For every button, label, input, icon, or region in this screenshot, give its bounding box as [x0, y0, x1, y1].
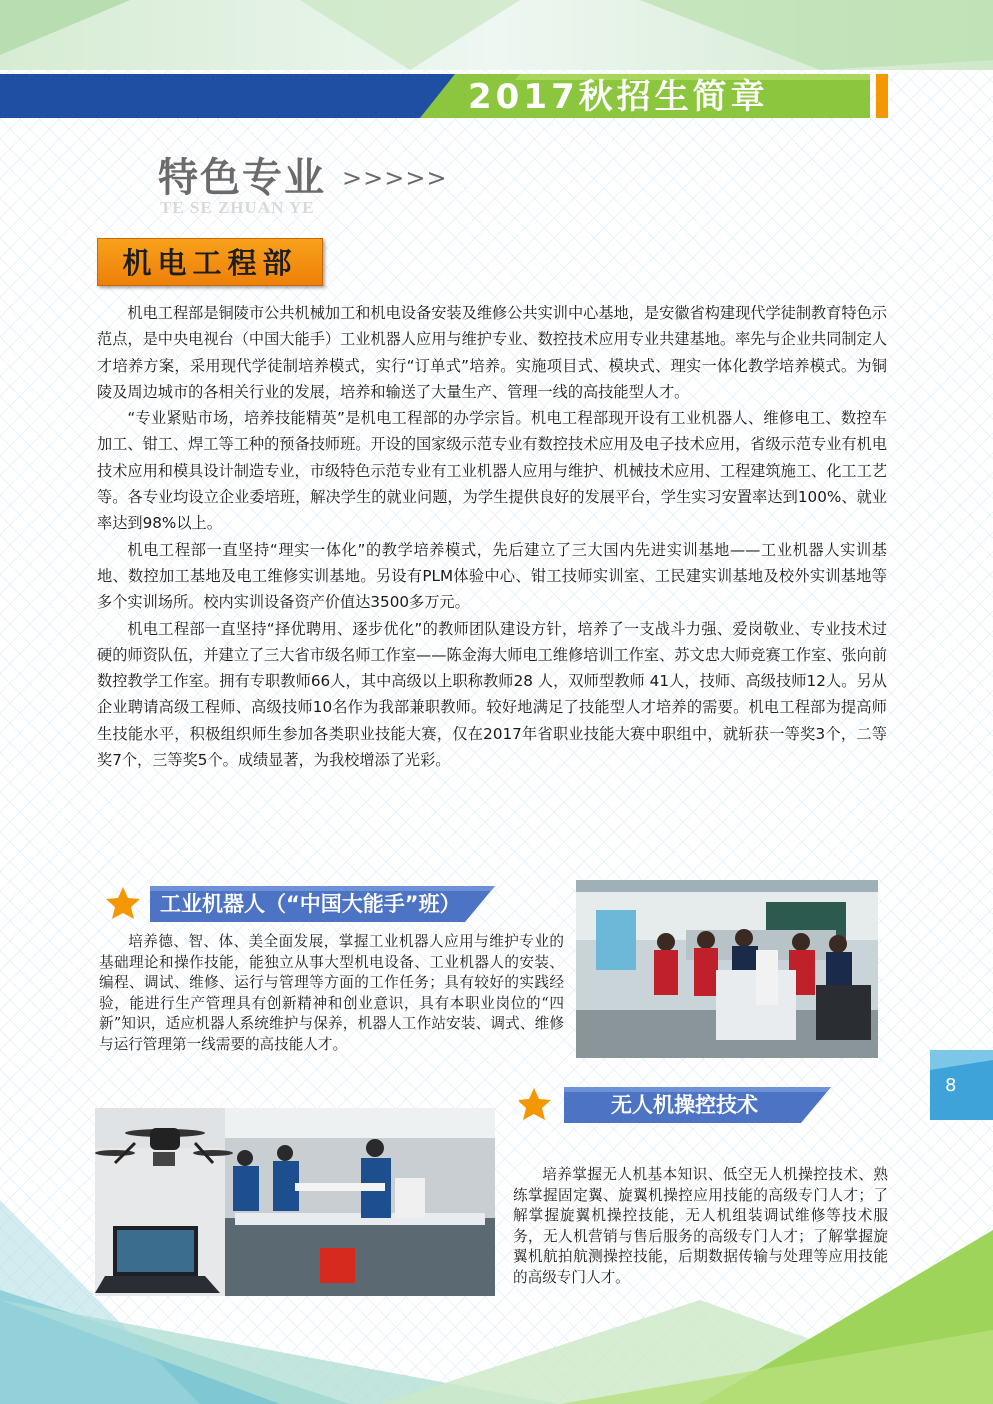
drone-class-description: [513, 1165, 888, 1288]
star-icon: [519, 1088, 551, 1120]
paragraph-3: 机电工程部一直坚持“理实一体化”的教学培养模式，先后建立了三大国内先进实训基地——工业机器人实训基地、数控加工基地及电工维修实训基地。另设有PLM体验中心、钳工技师实训室、工民建实训基地及校外实训基地等多个实训场所。校内实训设备资产价值达3500多万元。: [97, 540, 887, 612]
section-title: 特色专业: [158, 155, 326, 201]
star-icon: [106, 887, 140, 919]
paragraph-2: “专业紧贴市场，培养技能精英”是机电工程部的办学宗旨。机电工程部现开设有工业机器人、维修电工、数控车加工、钳工、焊工等工种的预备技师班。开设的国家级示范专业有数控技术应用及电子技术应用，省级示范专业有机电技术应用和模具设计制造专业，市级特色示范专业有工业机器人应用与维护、机械技术应用、工程建筑施工、化工工艺等。各专业均设立企业委培班，解决学生的就业问题，为学生提供良好的发展平台，学生实习安置率达到100%、就业率达到98%以上。: [97, 409, 887, 533]
drone-class-title: 无人机操控技术: [611, 1093, 758, 1117]
drone-training-photo: [95, 1108, 495, 1296]
department-title: 机电工程部: [122, 246, 298, 280]
brochure-title: 2017秋招生简章: [468, 77, 769, 117]
robot-class-description: [99, 932, 564, 1055]
section-arrows: >>>>>: [342, 164, 448, 192]
drone-class-text: 培养掌握无人机基本知识、低空无人机操控技术、熟练掌握固定翼、旋翼机操控应用技能的高级专门人才；了解掌握旋翼机操控技能，无人机组装调试维修等技术服 务，无人机营销与售后服务的高级专门人才；了解掌握旋翼机航拍航测操控技能，后期数据传输与处理等应用技能的高级专门人才。: [513, 1166, 888, 1286]
paragraph-4: 机电工程部一直坚持“择优聘用、逐步优化”的教师团队建设方针，培养了一支战斗力强、爱岗敬业、专业技术过硬的师资队伍，并建立了三大省市级名师工作室——陈金海大师电工维修培训工作室、苏文忠大师竞赛工作室、张向前数控教学工作室。拥有专职教师66人，其中高级以上职称教师28 人，双师型教师 41人，技师、高级技师12人。另从企业聘请高级工程师、高级技师10名作为我部兼职教师。较好地满足了技能型人才培养的需要。机电工程部为提高师生技能水平，积极组织师生参加各类职业技能大赛，仅在2017年省职业技能大赛中职组中，就斩获一等奖3个，二等奖7个，三等奖5个。成绩显著，为我校增添了光彩。: [97, 619, 887, 770]
robot-class-title: 工业机器人（“中国大能手”班）: [160, 892, 461, 916]
robot-class-text: 培养德、智、体、美全面发展，掌握工业机器人应用与维护专业的基础理论和操作技能，能独立从事大型机电设备、工业机器人的安装、编程、调试、维修、运行与管理等方面的工作任务；具有较好的实践经验，能进行生产管理具有创新精神和创业意识，具有本职业岗位的“四新”知识，适应机器人系统维护与保养，机器人工作站安装、调式、维修与运行管理第一线需要的高技能人才。: [99, 933, 564, 1053]
page-number: 8: [945, 1075, 957, 1096]
robot-training-photo: [576, 880, 878, 1058]
section-subtitle: TE SE ZHUAN YE: [160, 198, 315, 217]
department-title-box: [97, 238, 323, 286]
department-description: [97, 300, 887, 773]
paragraph-1: 机电工程部是铜陵市公共机械加工和机电设备安装及维修公共实训中心基地，是安徽省构建现代学徒制教育特色示范点，是中央电视台（中国大能手）工业机器人应用与维护专业、数控技术应用专业共建基地。率先与企业共同制定人才培养方案，采用现代学徒制培养模式，实行“订单式”培养。实施项目式、模块式、理实一体化教学培养模式。为铜陵及周边城市的各相关行业的发展，培养和输送了大量生产、管理一线的高技能型人才。: [97, 304, 887, 401]
